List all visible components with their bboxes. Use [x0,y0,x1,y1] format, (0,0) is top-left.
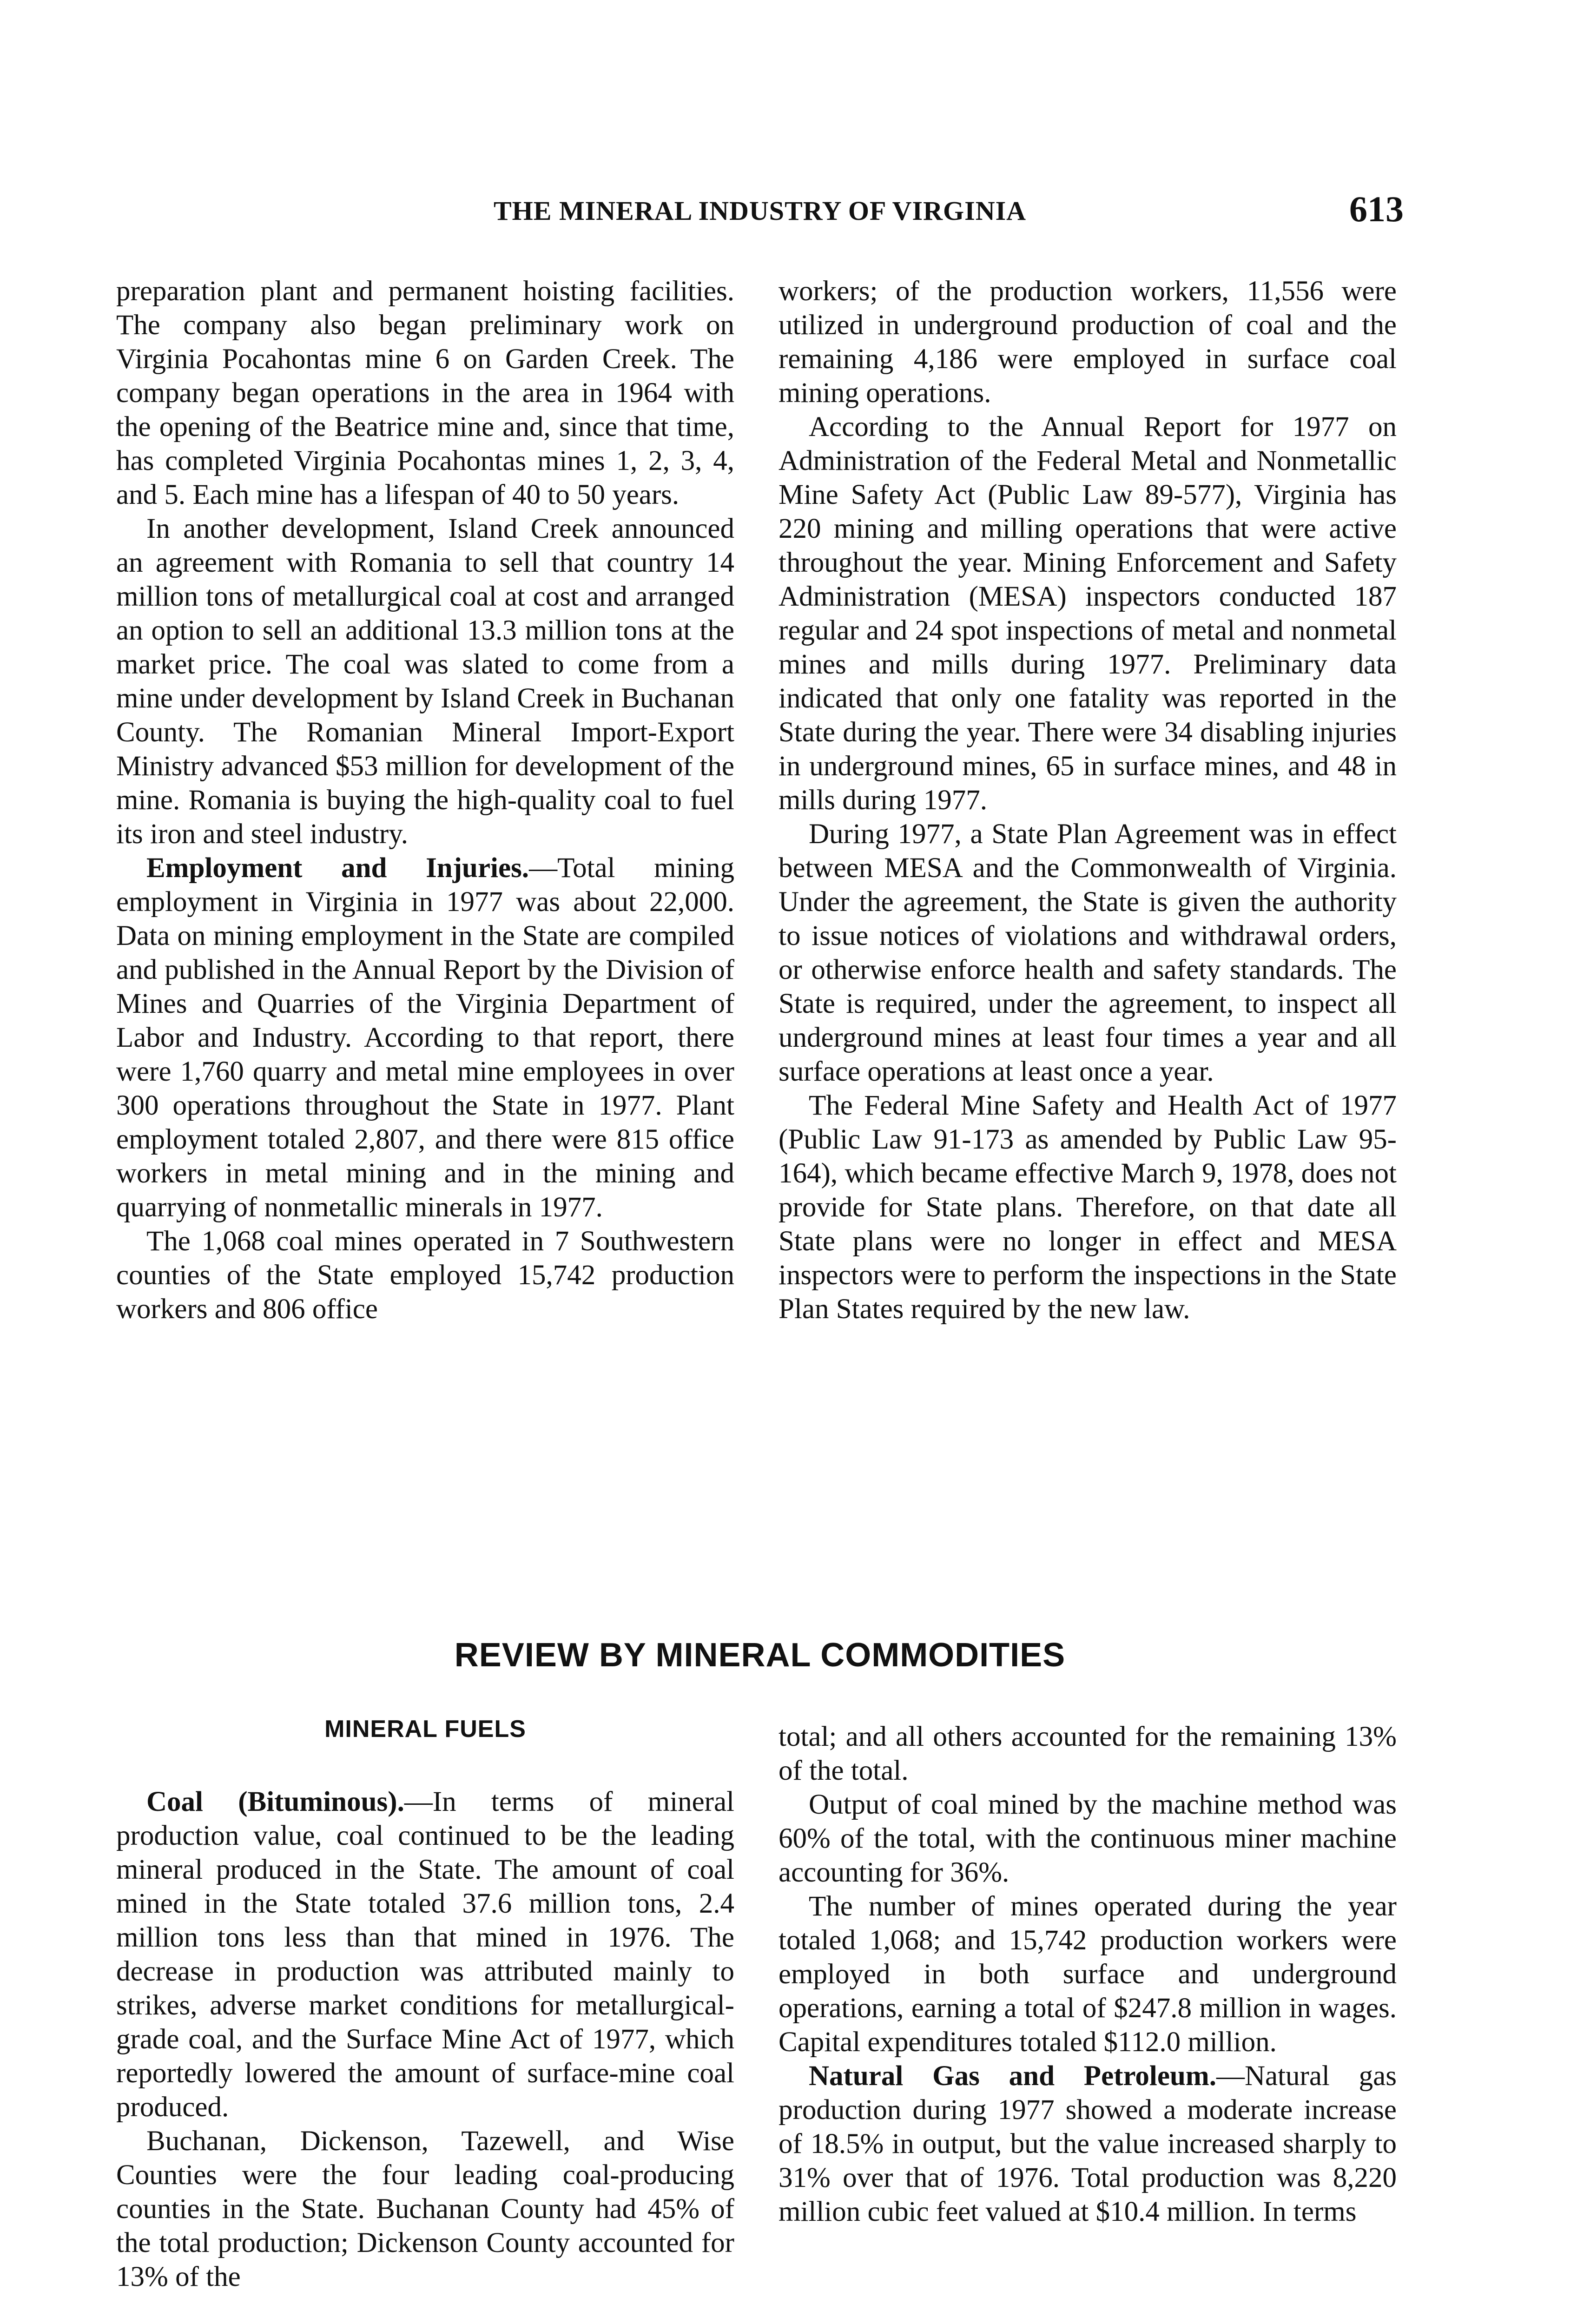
paragraph-text: —Total mining employment in Virginia in 1977 was about 22,000. Data on mining employment in the State are compiled and published in the Annual Report by the Division of Mines and Quarries of the Virginia Department of Labor and Industry. According to that report, there were 1,760 quarry and metal mine employees in over 300 operations throughout the State in 1977. Plant employment totaled 2,807, and there were 815 office workers in metal mining and in the mining and quarrying of nonmetallic minerals in 1977. [116,852,734,1223]
running-header [116,188,1404,230]
run-in-heading: Natural Gas and Petroleum. [809,2060,1216,2092]
paragraph: Buchanan, Dickenson, Tazewell, and Wise Counties were the four leading coal-producing counties in the State. Buchanan County had 45% of the total production; Dickenson County accounted for 13% of the [116,2126,734,2292]
paragraph: workers; of the production workers, 11,556 were utilized in underground production of coal and the remaining 4,186 were employed in surface coal mining operations. [779,276,1397,409]
paragraph: Output of coal mined by the machine method was 60% of the total, with the continuous miner machine accounting for 36%. [779,1789,1397,1888]
run-in-heading: Coal (Bituminous). [146,1786,404,1817]
paragraph: preparation plant and permanent hoisting facilities. The company also began preliminary work on Virginia Pocahontas mine 6 on Garden Creek. The company began operations in the area in 1964 with the opening of the Beatrice mine and, since that time, has completed Virginia Pocahontas mines 1, 2, 3, 4, and 5. Each mine has a lifespan of 40 to 50 years. [116,276,734,510]
subsection-heading: MINERAL FUELS [324,1716,526,1743]
bottom-right-column [779,1720,1397,2229]
run-in-heading: Employment and Injuries. [146,852,529,884]
top-left-column [116,274,734,1326]
employment-paragraph [116,851,734,1224]
coal-paragraph [116,1785,734,2124]
page-number: 613 [1349,189,1404,229]
paragraph-text: —In terms of mineral production value, coal continued to be the leading mineral produced in the State. The amount of coal mined in the State totaled 37.6 million tons, 2.4 million tons less than that mined in 1976. The decrease in production was attributed mainly to strikes, adverse market conditions for metallurgical-grade coal, and the Surface Mine Act of 1977, which reportedly lowered the amount of surface-mine coal produced. [116,1786,734,2123]
running-title: THE MINERAL INDUSTRY OF VIRGINIA [493,196,1027,226]
paragraph: In another development, Island Creek announced an agreement with Romania to sell that country 14 million tons of metallurgical coal at cost and arranged an option to sell an additional 13.3 million tons at the market price. The coal was slated to come from a mine under development by Island Creek in Buchanan County. The Romanian Mineral Import-Export Ministry advanced $53 million for development of the mine. Romania is buying the high-quality coal to fuel its iron and steel industry. [116,513,734,850]
paragraph: total; and all others accounted for the remaining 13% of the total. [779,1721,1397,1786]
paragraph: According to the Annual Report for 1977 on Administration of the Federal Metal and Nonmetallic Mine Safety Act (Public Law 89-577), Virginia has 220 mining and milling operations that were active throughout the year. Mining Enforcement and Safety Administration (MESA) inspectors conducted 187 regular and 24 spot inspections of metal and nonmetal mines and mills during 1977. Preliminary data indicated that only one fatality was reported in the State during the year. There were 34 disabling injuries in underground mines, 65 in surface mines, and 48 in mills during 1977. [779,411,1397,816]
gas-paragraph [779,2059,1397,2229]
paragraph: During 1977, a State Plan Agreement was in effect between MESA and the Commonwealth of Virginia. Under the agreement, the State is given the authority to issue notices of violations and withdrawal orders, or otherwise enforce health and safety standards. The State is required, under the agreement, to inspect all underground mines at least four times a year and all surface operations at least once a year. [779,819,1397,1087]
paragraph: The number of mines operated during the year totaled 1,068; and 15,742 production workers were employed in both surface and underground operations, earning a total of $247.8 million in wages. Capital expenditures totaled $112.0 million. [779,1891,1397,2058]
paragraph: The 1,068 coal mines operated in 7 Southwestern counties of the State employed 15,742 production workers and 806 office [116,1226,734,1325]
bottom-left-column [116,1785,734,2294]
top-right-column [779,274,1397,1326]
paragraph: The Federal Mine Safety and Health Act of 1977 (Public Law 91-173 as amended by Public Law 95-164), which became effective March 9, 1978, does not provide for State plans. Therefore, on that date all State plans were no longer in effect and MESA inspectors were to perform the inspections in the State Plan States required by the new law. [779,1090,1397,1325]
section-heading: REVIEW BY MINERAL COMMODITIES [454,1637,1066,1674]
paragraph-text: —Natural gas production during 1977 showed a moderate increase of 18.5% in output, but the value increased sharply to 31% over that of 1976. Total production was 8,220 million cubic feet valued at $10.4 million. In terms [779,2060,1397,2227]
